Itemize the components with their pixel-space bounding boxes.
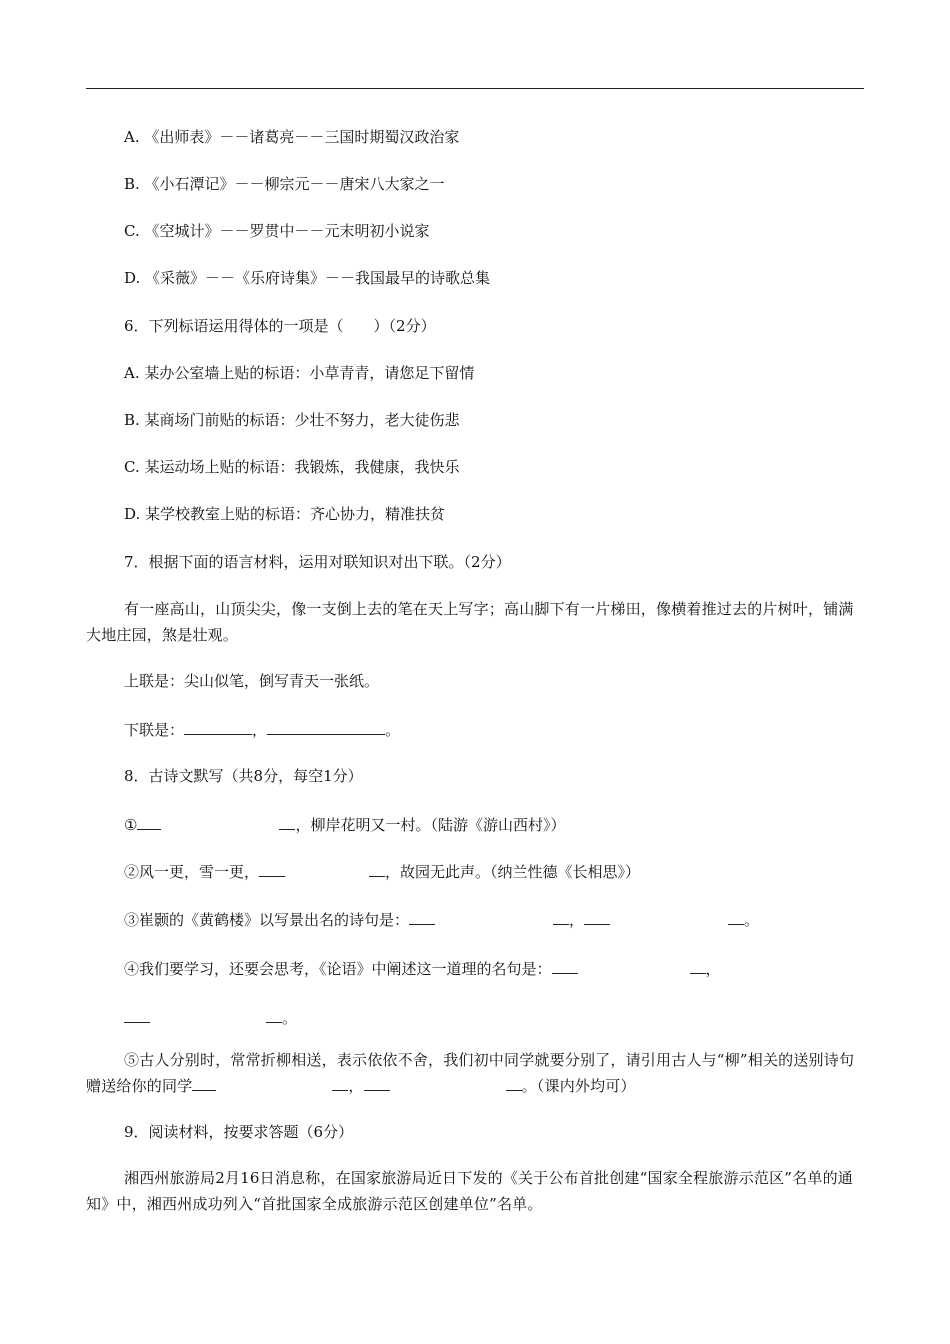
q8-stem: 8．古诗文默写（共8分，每空1分） [124, 767, 363, 785]
q7-lower-label: 下联是： [124, 721, 185, 739]
q5-option-c: C. 《空城计》－－罗贯中－－元末明初小说家 [124, 222, 430, 240]
q6-option-d: D. 某学校教室上贴的标语：齐心协力，精准扶贫 [124, 505, 446, 523]
q8-item-1: ① ，柳岸花明又一村。（陆游《游山西村》） [124, 816, 566, 834]
answer-blank[interactable] [584, 909, 610, 925]
answer-blank[interactable] [552, 958, 578, 974]
q6-option-b: B. 某商场门前贴的标语：少壮不努力，老大徒伤悲 [124, 411, 460, 429]
header-rule [86, 88, 864, 89]
q7-material: 有一座高山，山顶尖尖，像一支倒上去的笔在天上写字；高山脚下有一片梯田，像横着推过去的片树叶，铺满大地庄园，煞是壮观。 [86, 600, 854, 644]
answer-blank[interactable] [506, 1075, 522, 1091]
q8-item-3: ③崔颢的《黄鹤楼》以写景出名的诗句是： ， 。 [124, 911, 760, 929]
answer-blank[interactable] [266, 1007, 282, 1023]
q8-item-4: ④我们要学习，还要会思考，《论语》中阐述这一道理的名句是： ， [124, 960, 721, 978]
q7-upper-couplet: 上联是：尖山似笔，倒写青天一张纸。 [124, 672, 380, 690]
q7-lower-couplet: 下联是： ， 。 [124, 721, 401, 739]
q6-option-a: A. 某办公室墙上贴的标语：小草青青，请您足下留情 [124, 364, 475, 382]
q9-material: 湘西州旅游局2月16日消息称，在国家旅游局近日下发的《关于公布首批创建“国家全程旅游示范区”名单的通知》中，湘西州成功列入“首批国家全成旅游示范区创建单位”名单。 [86, 1169, 853, 1213]
answer-blank[interactable] [369, 861, 385, 877]
answer-blank[interactable] [124, 1007, 150, 1023]
q6-option-c: C. 某运动场上贴的标语：我锻炼，我健康，我快乐 [124, 458, 460, 476]
answer-blank[interactable] [364, 1075, 390, 1091]
answer-blank[interactable] [409, 909, 435, 925]
answer-blank[interactable] [184, 719, 252, 735]
q9-stem: 9．阅读材料，按要求答题（6分） [124, 1123, 354, 1141]
answer-blank[interactable] [690, 958, 706, 974]
q8-item-4-cont: 。 [124, 1007, 297, 1028]
answer-blank[interactable] [137, 814, 161, 830]
answer-blank[interactable] [553, 909, 569, 925]
answer-blank[interactable] [728, 909, 744, 925]
answer-blank[interactable] [279, 814, 295, 830]
answer-blank[interactable] [267, 719, 385, 735]
q8-item-5: ⑤古人分别时，常常折柳相送，表示依依不舍，我们初中同学就要分别了，请引用古人与“柳”相关的送别诗句赠送给你的同学 ， 。（课内外均可） [86, 1051, 855, 1095]
q5-option-b: B. 《小石潭记》－－柳宗元－－唐宋八大家之一 [124, 175, 445, 193]
answer-blank[interactable] [332, 1075, 348, 1091]
q7-stem: 7．根据下面的语言材料，运用对联知识对出下联。（2分） [124, 553, 511, 571]
q6-stem: 6．下列标语运用得体的一项是（ ）（2分） [124, 317, 436, 335]
answer-blank[interactable] [192, 1075, 216, 1091]
q5-option-d: D. 《采薇》－－《乐府诗集》－－我国最早的诗歌总集 [124, 269, 491, 287]
answer-blank[interactable] [259, 861, 285, 877]
q8-item-2: ②风一更，雪一更， ，故园无此声。（纳兰性德《长相思》） [124, 863, 641, 881]
q5-option-a: A. 《出师表》－－诸葛亮－－三国时期蜀汉政治家 [124, 128, 460, 146]
